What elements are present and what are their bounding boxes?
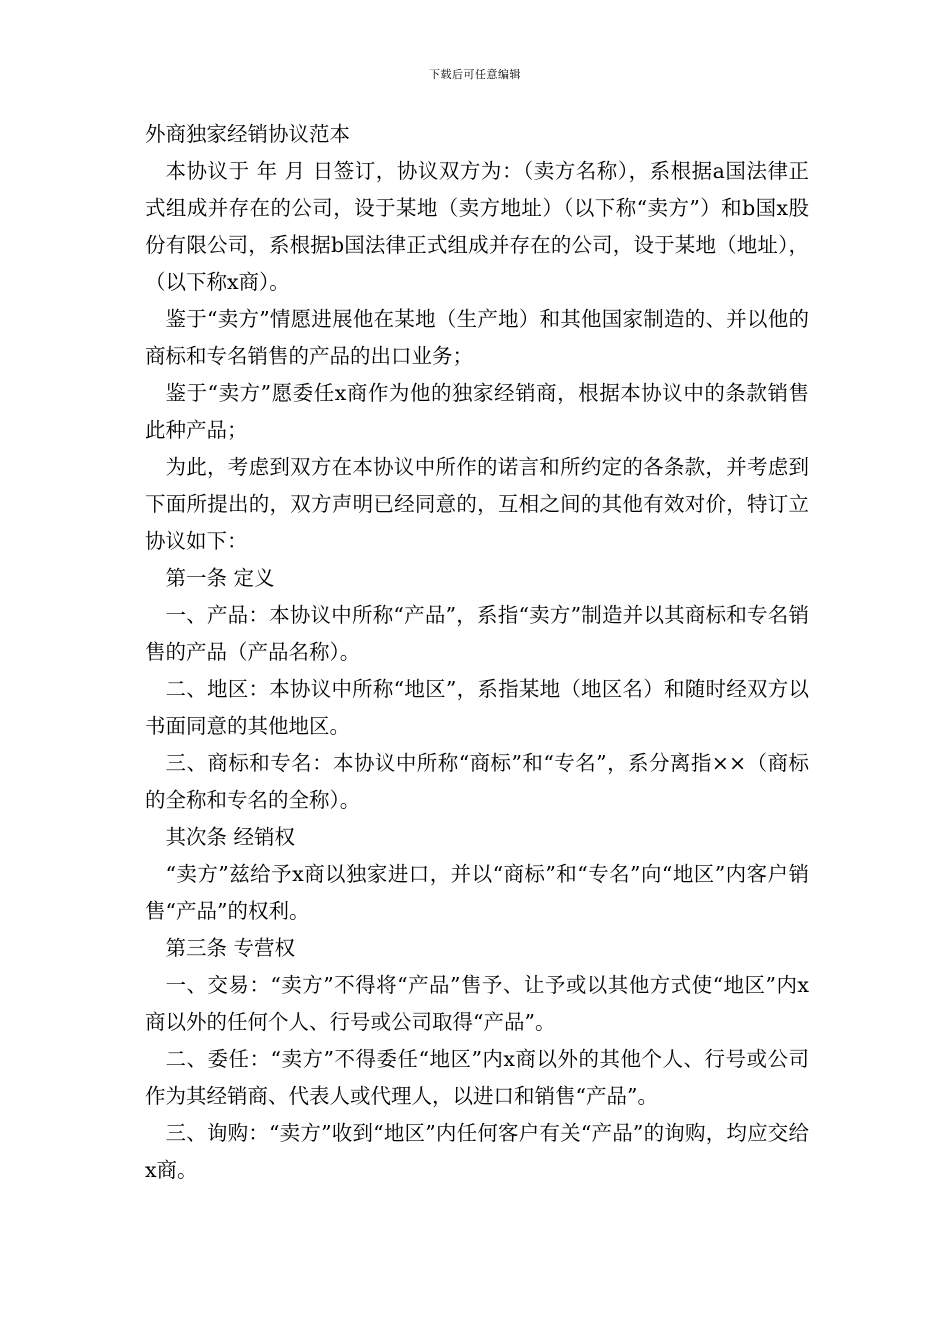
preamble-paragraph: 本协议于 年 月 日签订，协议双方为：（卖方名称），系根据a国法律正式组成并存在的公司，设于某地（卖方地址）（以下称“卖方”）和b国x股份有限公司，系根据b国法律正式组成并存在的公司，设于某地（地址），（以下称x商）。	[145, 159, 809, 294]
article-clause: 三、询购：“卖方”收到“地区”内任何客户有关“产品”的询购，均应交给x商。	[145, 1121, 809, 1182]
article-clause: 一、交易：“卖方”不得将“产品”售予、让予或以其他方式使“地区”内x商以外的任何个人、行号或公司取得“产品”。	[145, 973, 809, 1034]
article-clause: 二、地区：本协议中所称“地区”，系指某地（地区名）和随时经双方以书面同意的其他地区。	[145, 677, 809, 738]
recital-paragraph: 鉴于“卖方”愿委任x商作为他的独家经销商，根据本协议中的条款销售此种产品；	[145, 381, 809, 442]
article-heading: 第三条 专营权	[165, 936, 296, 960]
document-body	[145, 116, 809, 1189]
page-header-note: 下载后可任意编辑	[429, 68, 521, 81]
article-clause: 三、商标和专名：本协议中所称“商标”和“专名”，系分离指××（商标的全称和专名的全称）。	[145, 751, 809, 812]
article-clause: 一、产品：本协议中所称“产品”，系指“卖方”制造并以其商标和专名销售的产品（产品名称）。	[145, 603, 809, 664]
article-heading: 其次条 经销权	[165, 825, 296, 849]
article-clause: 二、委任：“卖方”不得委任“地区”内x商以外的其他个人、行号或公司作为其经销商、代表人或代理人，以进口和销售“产品”。	[145, 1047, 809, 1108]
document-title: 外商独家经销协议范本	[145, 122, 350, 146]
article-heading: 第一条 定义	[165, 566, 275, 590]
consideration-paragraph: 为此，考虑到双方在本协议中所作的诺言和所约定的各条款，并考虑到下面所提出的，双方声明已经同意的，互相之间的其他有效对价，特订立协议如下：	[145, 455, 809, 553]
article-clause: “卖方”兹给予x商以独家进口，并以“商标”和“专名”向“地区”内客户销售“产品”的权利。	[145, 862, 809, 923]
recital-paragraph: 鉴于“卖方”情愿进展他在某地（生产地）和其他国家制造的、并以他的商标和专名销售的产品的出口业务；	[145, 307, 809, 368]
